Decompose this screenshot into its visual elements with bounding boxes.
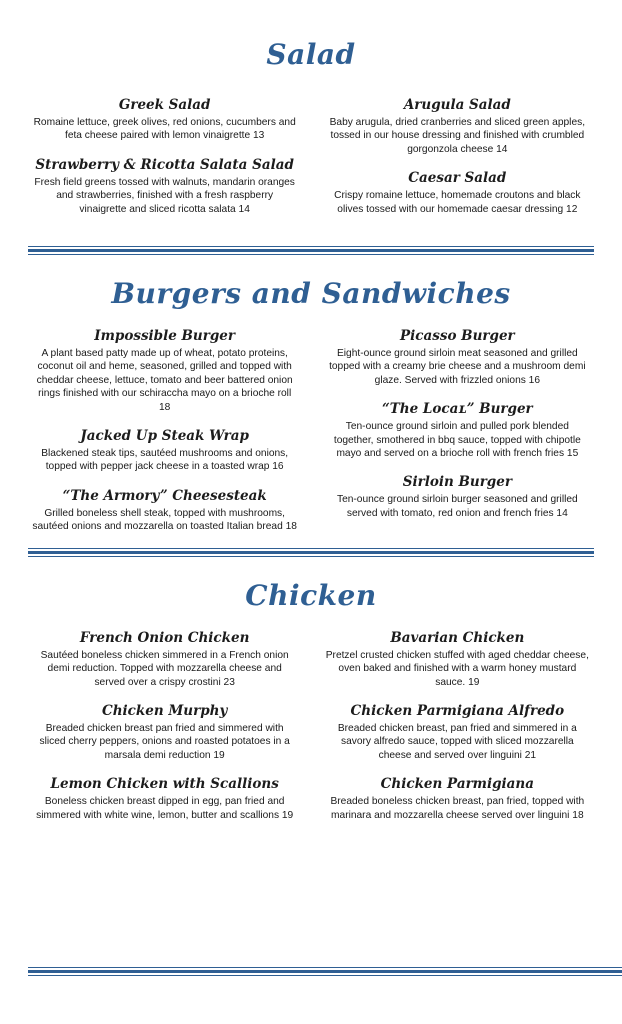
menu-item [321, 703, 594, 762]
section-chicken [28, 557, 594, 836]
menu-item-description: Baby arugula, dried cranberries and sliced green apples, tossed in our house dressing and finished with crumbled gorgonzola cheese 14 [329, 116, 586, 155]
menu-item-name: “The Locaʟ” Burger [382, 401, 533, 418]
menu-item-description: Ten-ounce ground sirloin burger seasoned and grilled served with tomato, red onion and french fries 14 [336, 494, 578, 519]
menu-item [28, 157, 301, 216]
menu-item [28, 703, 301, 762]
menu-item-name: Arugula Salad [403, 97, 511, 113]
chicken-right-column [317, 630, 594, 836]
menu-item [321, 170, 594, 216]
menu-item-name: Picasso Burger [400, 328, 515, 345]
menu-item [28, 97, 301, 143]
menu-item-name: Lemon Chicken with Scallions [50, 776, 279, 793]
divider-thick-line [28, 249, 594, 252]
menu-item-name: Chicken Murphy [101, 702, 228, 719]
menu-item-description: Grilled boneless shell steak, topped with mushrooms, sautéed onions and mozzarella on toasted Italian bread 18 [32, 507, 297, 533]
section-burgers-and-sandwiches [28, 255, 594, 548]
menu-item-name: Bavarian Chicken [390, 629, 525, 646]
menu-item-description: Eight-ounce ground sirloin meat seasoned and grilled topped with a creamy brie cheese and a mushroom demi glaze. Served with frizzled onions 16 [329, 347, 586, 386]
salad-left-column [28, 97, 305, 230]
menu-item-description: Breaded chicken breast pan fried and simmered with sliced cherry peppers, onions and roasted potatoes in a marsala demi reduction 19 [39, 722, 290, 761]
menu-item-name: Strawberry & Ricotta Salata Salad [35, 156, 294, 173]
menu-item-description: Blackened steak tips, sautéed mushrooms and onions, topped with pepper jack cheese in a toasted wrap 16 [41, 448, 289, 473]
divider-thick-line [28, 970, 622, 973]
menu-item-description: Boneless chicken breast dipped in egg, pan fried and simmered with white wine, lemon, butter and scallions 19 [36, 796, 294, 821]
menu-item [28, 488, 301, 534]
divider-thin-line [28, 975, 622, 976]
menu-item [321, 328, 594, 387]
section-title-salad: Salad [266, 38, 356, 71]
menu-item-description: Romaine lettuce, greek olives, red onions, cucumbers and feta cheese paired with lemon vinaigrette 13 [33, 116, 296, 142]
menu-item-name: “The Armory” Cheesesteak [62, 487, 267, 504]
salad-right-column [317, 97, 594, 230]
menu-item [28, 776, 301, 822]
chicken-left-column [28, 630, 305, 836]
menu-item [321, 97, 594, 156]
menu-item-name: Chicken Parmigiana [380, 776, 534, 793]
menu-item-description: Pretzel crusted chicken stuffed with aged cheddar cheese, oven baked and finished with a warm honey mustard sauce. 19 [325, 649, 589, 688]
menu-item [321, 474, 594, 520]
menu-item-description: Fresh field greens tossed with walnuts, mandarin oranges and strawberries, finished with a fresh raspberry vinaigrette and sliced ricotta salata 14 [34, 176, 295, 215]
section-divider [28, 548, 594, 557]
menu-item [321, 630, 594, 689]
menu-item [28, 428, 301, 474]
burgers-columns [28, 328, 594, 548]
menu-item-description: Breaded boneless chicken breast, pan fried, topped with marinara and mozzarella cheese served over linguini 18 [330, 796, 585, 821]
menu-item-name: Jacked Up Steak Wrap [80, 428, 249, 445]
burgers-right-column [317, 328, 594, 534]
menu-item [321, 776, 594, 822]
menu-item-description: A plant based patty made up of wheat, potato proteins, coconut oil and heme, seasoned, grilled and topped with cheddar cheese, lettuce, tomato and beer battered onion rings finished with our schiraccha mayo on a brioche roll 18 [36, 347, 293, 413]
section-salad [28, 0, 594, 230]
divider-thin-line [28, 967, 622, 968]
menu-item-name: Impossible Burger [94, 328, 236, 345]
menu-item-name: Caesar Salad [408, 170, 507, 187]
burgers-left-column [28, 328, 305, 548]
menu-item-name: French Onion Chicken [79, 629, 250, 646]
divider-thin-line [28, 246, 594, 247]
menu-item-description: Crispy romaine lettuce, homemade croutons and black olives tossed with our homemade caesar dressing 12 [334, 190, 581, 215]
menu-item-description: Sautéed boneless chicken simmered in a French onion demi reduction. Topped with mozzarella cheese and served over a crispy crostini 23 [40, 649, 289, 688]
divider-thick-line [28, 551, 594, 554]
section-title-burgers: Burgers and Sandwiches [111, 277, 511, 311]
divider-thin-line [28, 548, 594, 549]
salad-columns [28, 97, 594, 230]
menu-item-name: Chicken Parmigiana Alfredo [350, 702, 565, 719]
section-divider [28, 246, 594, 255]
menu-item [28, 328, 301, 414]
footer-divider [28, 967, 622, 976]
menu-item-name: Greek Salad [118, 97, 211, 113]
menu-item-description: Ten-ounce ground sirloin and pulled pork blended together, smothered in bbq sauce, topped with chipotle mayo and served on a brioche roll with french fries 15 [333, 421, 581, 460]
menu-item-name: Sirloin Burger [402, 474, 512, 491]
section-title-chicken: Chicken [245, 578, 377, 612]
menu-item-description: Breaded chicken breast, pan fried and simmered in a savory alfredo sauce, topped with sliced mozzarella cheese and served over linguini 21 [337, 722, 577, 761]
chicken-columns [28, 630, 594, 836]
menu-item [321, 401, 594, 460]
menu-item [28, 630, 301, 689]
